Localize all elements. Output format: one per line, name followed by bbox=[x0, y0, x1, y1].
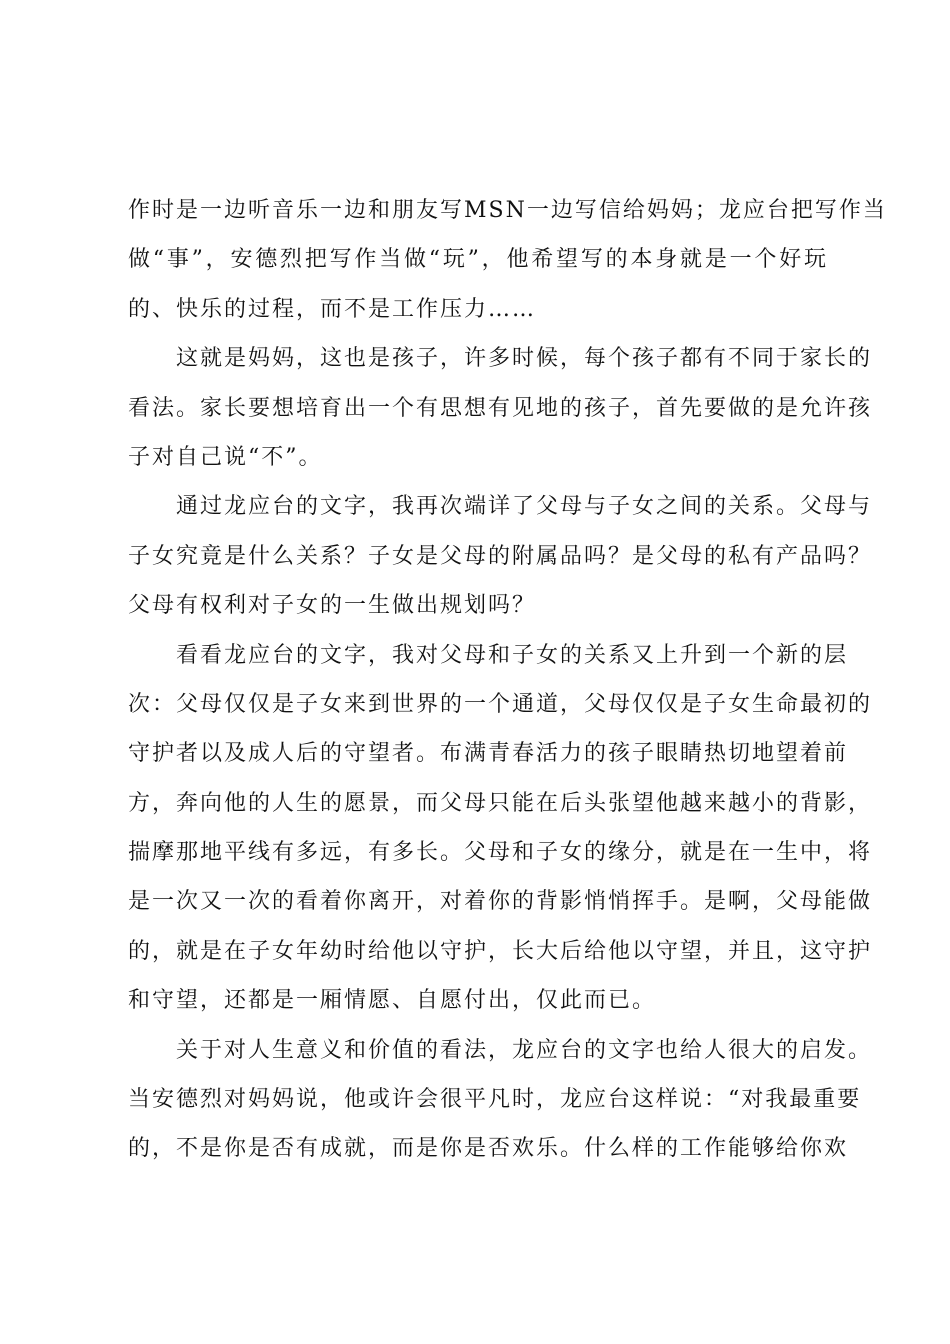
text-line: 这就是妈妈，这也是孩子，许多时候，每个孩子都有不同于家长的 bbox=[128, 346, 873, 372]
text-line: 和守望，还都是一厢情愿、自愿付出，仅此而已。 bbox=[128, 988, 657, 1014]
text-line: 通过龙应台的文字，我再次端详了父母与子女之间的关系。父母与 bbox=[128, 494, 873, 520]
text-line: 关于对人生意义和价值的看法，龙应台的文字也给人很大的启发。 bbox=[128, 1037, 873, 1063]
text-line: 的，就是在子女年幼时给他以守护，长大后给他以守望，并且，这守护 bbox=[128, 938, 873, 964]
text-line: 守护者以及成人后的守望者。布满青春活力的孩子眼睛热切地望着前 bbox=[128, 741, 849, 767]
text-line: 是一次又一次的看着你离开，对着你的背影悄悄挥手。是啊，父母能做 bbox=[128, 889, 873, 915]
text-line: 子对自己说“不”。 bbox=[128, 444, 323, 470]
body-text bbox=[128, 186, 887, 1174]
text-line: 做“事”，安德烈把写作当做“玩”，他希望写的本身就是一个好玩 bbox=[128, 247, 828, 273]
text-line: 看看龙应台的文字，我对父母和子女的关系又上升到一个新的层 bbox=[128, 642, 849, 668]
text-line: 揣摩那地平线有多远，有多长。父母和子女的缘分，就是在一生中，将 bbox=[128, 840, 873, 866]
text-line: 次：父母仅仅是子女来到世界的一个通道，父母仅仅是子女生命最初的 bbox=[128, 691, 873, 717]
text-line: 父母有权利对子女的一生做出规划吗？ bbox=[128, 593, 537, 619]
text-line: 方，奔向他的人生的愿景，而父母只能在后头张望他越来越小的背影， bbox=[128, 790, 873, 816]
text-line: 的、快乐的过程，而不是工作压力…… bbox=[128, 296, 537, 322]
text-line: 看法。家长要想培育出一个有思想有见地的孩子，首先要做的是允许孩 bbox=[128, 395, 873, 421]
text-line: 当安德烈对妈妈说，他或许会很平凡时，龙应台这样说：“对我最重要 bbox=[128, 1087, 862, 1113]
text-line: 作时是一边听音乐一边和朋友写MSN一边写信给妈妈；龙应台把写作当 bbox=[128, 198, 887, 223]
text-line: 的，不是你是否有成就，而是你是否欢乐。什么样的工作能够给你欢 bbox=[128, 1136, 849, 1162]
text-line: 子女究竟是什么关系？子女是父母的附属品吗？是父母的私有产品吗？ bbox=[128, 543, 873, 569]
